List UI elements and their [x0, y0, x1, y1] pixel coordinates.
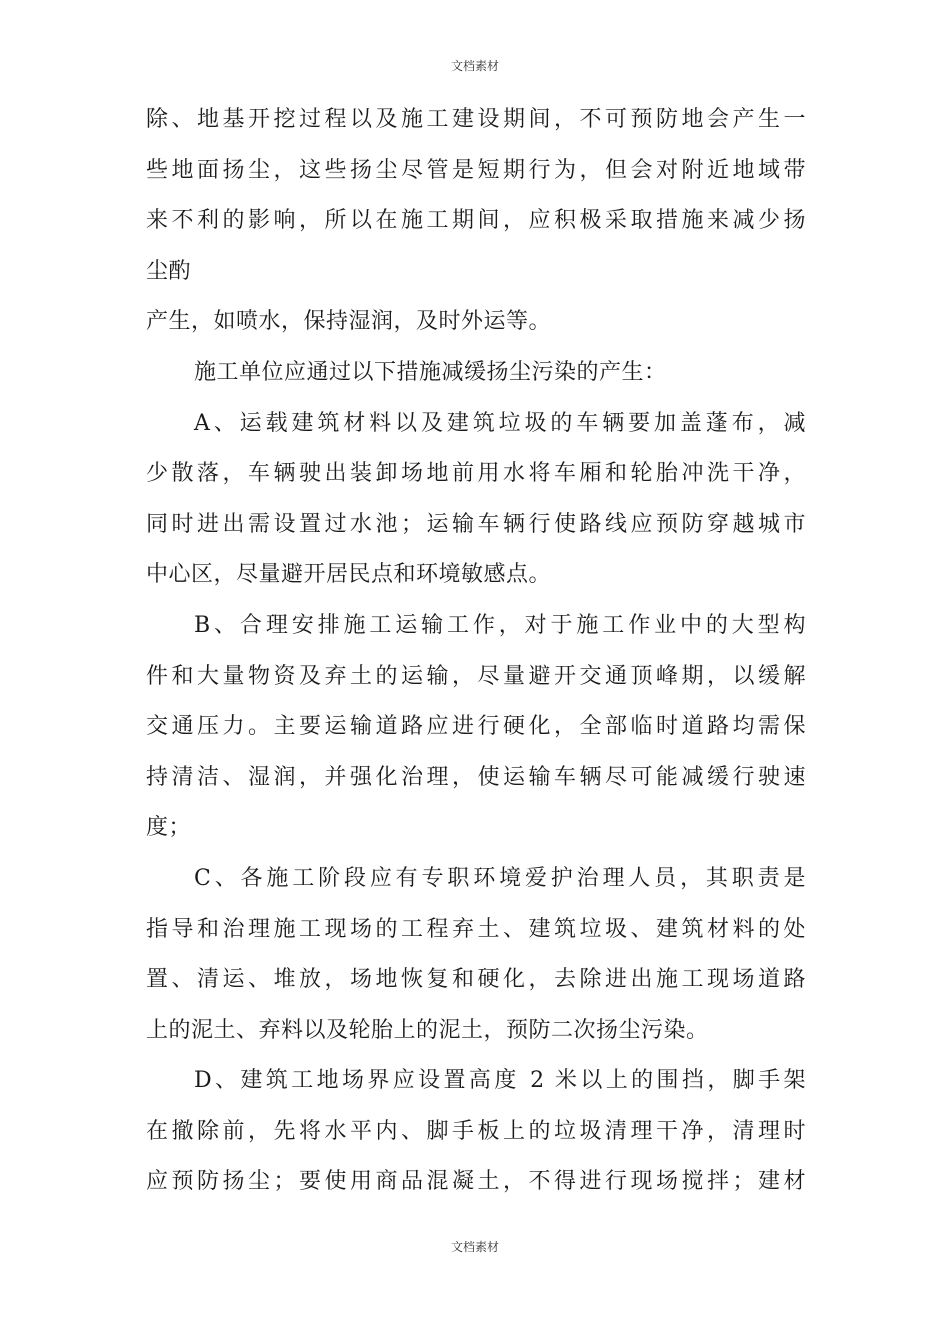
text-line: 中心区，尽量避开居民点和环境敏感点。	[146, 562, 552, 588]
text-line: 指导和治理施工现场的工程弃土、建筑垃圾、建筑材料的处	[146, 916, 806, 942]
text-line: 除、地基开挖过程以及施工建设期间，不可预防地会产生一	[146, 107, 806, 132]
text-line: 件和大量物资及弃土的运输，尽量避开交通顶峰期，以缓解	[146, 663, 806, 689]
text-line: 置、清运、堆放，场地恢复和硬化，去除进出施工现场道路	[146, 967, 806, 993]
text-line: 产生，如喷水，保持湿润，及时外运等。	[146, 309, 552, 335]
text-line: 少散落，车辆驶出装卸场地前用水将车厢和轮胎冲洗干净，	[146, 461, 806, 487]
page-header: 文档素材	[450, 59, 499, 73]
text-line: C、各施工阶段应有专职环境爱护治理人员，其职责是	[194, 865, 806, 891]
page-footer: 文档素材	[450, 1240, 499, 1254]
text-line: 同时进出需设置过水池；运输车辆行使路线应预防穿越城市	[146, 511, 806, 537]
document-body	[146, 95, 806, 1208]
text-line: 些地面扬尘，这些扬尘尽管是短期行为，但会对附近地域带	[146, 157, 806, 183]
text-line: 度；	[146, 815, 192, 841]
text-line: 来不利的影响，所以在施工期间，应积极采取措施来减少扬	[146, 208, 806, 234]
text-line: 上的泥土、弃料以及轮胎上的泥土，预防二次扬尘污染。	[146, 1017, 709, 1043]
text-line: 应预防扬尘；要使用商品混凝土，不得进行现场搅拌；建材	[146, 1169, 806, 1195]
text-line: 持清洁、湿润，并强化治理，使运输车辆尽可能减缓行驶速	[146, 764, 806, 790]
text-line: 在撤除前，先将水平内、脚手板上的垃圾清理干净，清理时	[146, 1118, 806, 1144]
text-line: D、建筑工地场界应设置高度 2 米以上的围挡，脚手架	[194, 1068, 806, 1094]
text-line: B、合理安排施工运输工作，对于施工作业中的大型构	[194, 612, 806, 638]
text-line: A、运载建筑材料以及建筑垃圾的车辆要加盖蓬布，减	[194, 410, 806, 436]
text-line: 尘酌	[146, 258, 192, 284]
text-line: 施工单位应通过以下措施减缓扬尘污染的产生：	[194, 359, 667, 385]
text-line: 交通压力。主要运输道路应进行硬化，全部临时道路均需保	[146, 714, 806, 740]
